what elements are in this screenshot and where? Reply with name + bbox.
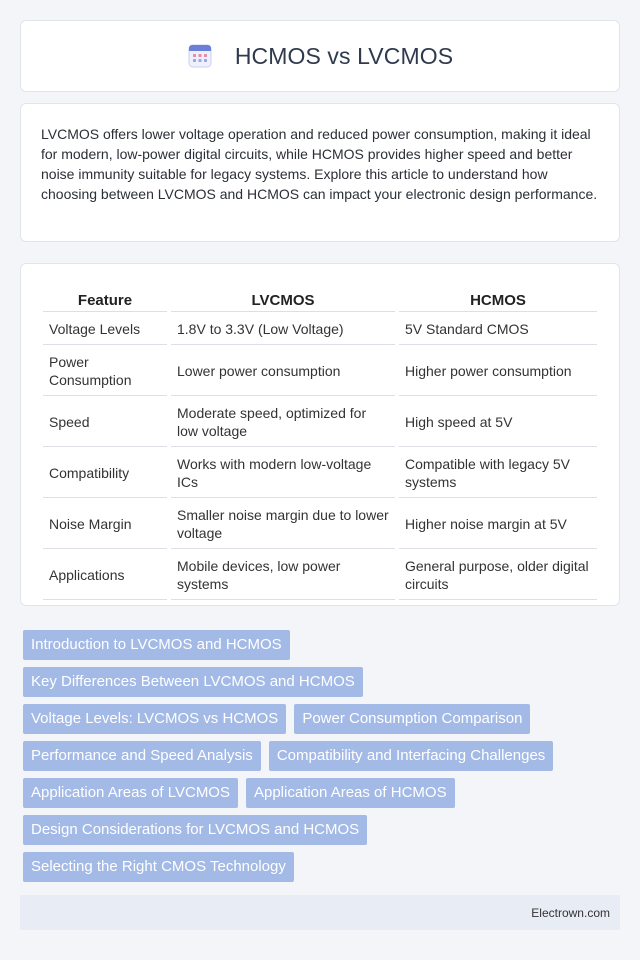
table-row (43, 500, 597, 549)
tag-row (23, 815, 623, 845)
footer-brand[interactable]: Electrown.com (531, 905, 610, 920)
tag-link[interactable]: Application Areas of HCMOS (246, 778, 455, 808)
table-header-row (43, 286, 597, 312)
header-card (20, 20, 620, 92)
intro-text: LVCMOS offers lower voltage operation and reduced power consumption, making it ideal for modern, low-power digital circuits, while HCMOS provides higher speed and better noise immunity suitable for legacy systems. Explore this article to understand how choosing between LVCMOS and HCMOS can impact your electronic design performance. (41, 126, 598, 202)
cell-hcmos: General purpose, older digital circuits (399, 551, 597, 600)
calculator-icon (187, 43, 213, 69)
header-hcmos: HCMOS (399, 286, 597, 312)
tag-link[interactable]: Design Considerations for LVCMOS and HCMOS (23, 815, 367, 845)
page-title: HCMOS vs LVCMOS (234, 42, 454, 69)
tag-link[interactable]: Introduction to LVCMOS and HCMOS (23, 630, 290, 660)
table-row (43, 314, 597, 345)
cell-lvcmos: Smaller noise margin due to lower voltage (171, 500, 395, 549)
cell-hcmos: 5V Standard CMOS (399, 314, 597, 345)
cell-feature: Applications (43, 551, 167, 600)
intro-card (20, 103, 620, 242)
footer (20, 895, 620, 930)
tag-link[interactable]: Compatibility and Interfacing Challenges (269, 741, 553, 771)
cell-lvcmos: Works with modern low-voltage ICs (171, 449, 395, 498)
header-lvcmos: LVCMOS (171, 286, 395, 312)
cell-lvcmos: 1.8V to 3.3V (Low Voltage) (171, 314, 395, 345)
tag-row (23, 741, 623, 771)
title-wrap (187, 43, 453, 70)
cell-feature: Compatibility (43, 449, 167, 498)
cell-feature: Speed (43, 398, 167, 447)
cell-feature: Power Consumption (43, 347, 167, 396)
tag-row (23, 704, 623, 734)
comparison-table (39, 284, 601, 602)
tag-link[interactable]: Key Differences Between LVCMOS and HCMOS (23, 667, 363, 697)
comparison-card (20, 263, 620, 606)
tag-link[interactable]: Selecting the Right CMOS Technology (23, 852, 294, 882)
cell-hcmos: Compatible with legacy 5V systems (399, 449, 597, 498)
tag-link[interactable]: Application Areas of LVCMOS (23, 778, 238, 808)
cell-hcmos: Higher power consumption (399, 347, 597, 396)
table-row (43, 551, 597, 600)
cell-lvcmos: Mobile devices, low power systems (171, 551, 395, 600)
tag-row (23, 667, 623, 697)
tag-row (23, 630, 623, 660)
tag-link[interactable]: Power Consumption Comparison (294, 704, 530, 734)
table-row (43, 449, 597, 498)
table-row (43, 398, 597, 447)
header-feature: Feature (43, 286, 167, 312)
cell-hcmos: Higher noise margin at 5V (399, 500, 597, 549)
cell-hcmos: High speed at 5V (399, 398, 597, 447)
tag-row (23, 852, 623, 882)
tag-link[interactable]: Voltage Levels: LVCMOS vs HCMOS (23, 704, 286, 734)
table-row (43, 347, 597, 396)
cell-feature: Voltage Levels (43, 314, 167, 345)
cell-feature: Noise Margin (43, 500, 167, 549)
tag-row (23, 778, 623, 808)
cell-lvcmos: Moderate speed, optimized for low voltage (171, 398, 395, 447)
cell-lvcmos: Lower power consumption (171, 347, 395, 396)
tag-link[interactable]: Performance and Speed Analysis (23, 741, 261, 771)
topic-tags (23, 630, 623, 889)
